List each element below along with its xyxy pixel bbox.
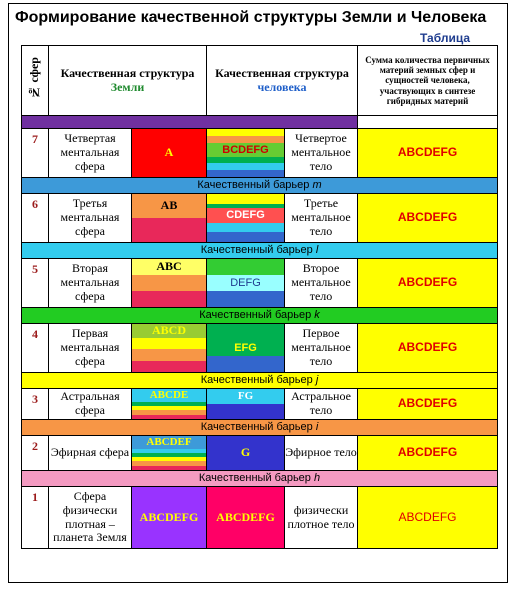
human-code: FG [207,389,285,420]
human-code-cell: DEFG [207,259,285,308]
barrier-row: Качественный барьер h [22,471,498,487]
table-row: 4 Первая ментальная сфера ABCD EFG Первое ментальное тело ABCDEFG [22,324,498,373]
earth-code: ABCDEFG [132,487,207,549]
header-num: № сфер [22,46,49,116]
header-sum: Сумма количества первичных материй земных сфер и сущностей человека, участвующих в синтезе гибридных материй [358,46,498,116]
barrier-row: Качественный барьер j [22,373,498,389]
earth-code: ABCDEF [132,436,206,449]
earth-code: ABCDE [132,389,206,402]
human-code: G [207,436,285,471]
page-title: Формирование качественной структуры Земли и Человека [15,9,487,26]
barrier-row: Качественный барьер m [22,178,498,194]
human-code-cell: EFG [207,324,285,373]
earth-code: ABC [132,259,206,275]
table-caption: Таблица [420,31,471,45]
header-earth: Качественная структура Земли [49,46,207,116]
human-code-cell: BCDEFG [207,129,285,178]
human-code-cell: CDEFG [207,194,285,243]
table-row: 7 Четвертая ментальная сфера A BCDEFG Четвертое ментальное тело ABCDEFG [22,129,498,178]
barrier-row: Качественный барьер i [22,420,498,436]
table-row: 6 Третья ментальная сфера AB CDEFG Третье ментальное тело ABCDEFG [22,194,498,243]
violet-band [22,116,498,129]
barrier-row: Качественный барьер l [22,243,498,259]
header-human: Качественная структура человека [207,46,358,116]
table-header-row [22,46,498,116]
table-row: 5 Вторая ментальная сфера ABC DEFG Второе ментальное тело ABCDEFG [22,259,498,308]
earth-code: ABCD [132,324,206,338]
table-row: 3 Астральная сфера ABCDE FG Астральное тело ABCDEFG [22,389,498,420]
table-row: 2 Эфирная сфера ABCDEF G Эфирное тело ABCDEFG [22,436,498,471]
human-code: ABCDEFG [207,487,285,549]
table-row: 1 Сфера физически плотная – планета Земля ABCDEFG ABCDEFG физически плотное тело ABCDEFG [22,487,498,549]
structure-table [21,45,498,549]
earth-code: AB [132,194,206,218]
earth-code: A [132,129,207,178]
barrier-row: Качественный барьер k [22,308,498,324]
